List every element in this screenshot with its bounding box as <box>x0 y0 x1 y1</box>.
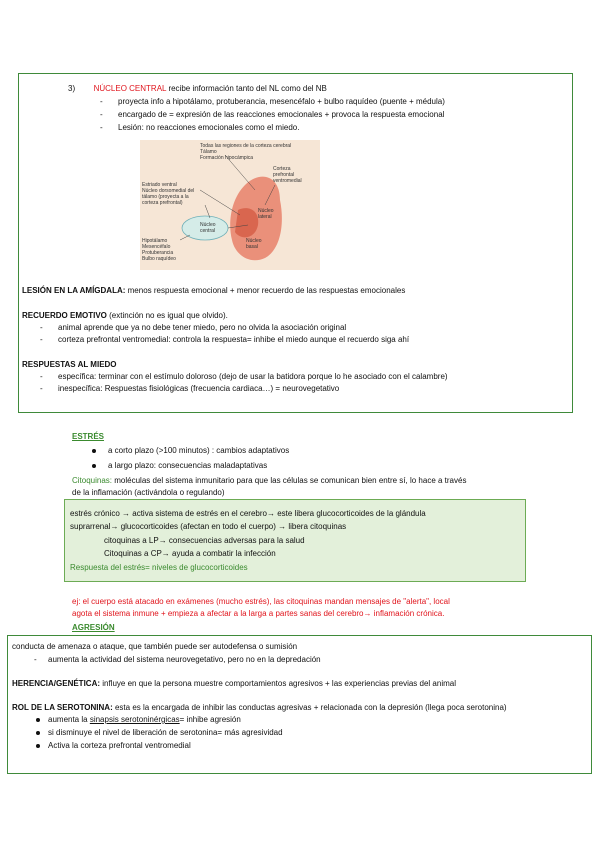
section3-heading <box>68 84 327 94</box>
herencia-text: influye en que la persona muestre comportamientos agresivos + las experiencias previas del animal <box>102 679 456 688</box>
serotonina-bullet <box>48 715 241 725</box>
estres-bullet: a largo plazo: consecuencias maladaptativas <box>108 461 268 470</box>
dash-marker: - <box>40 372 43 381</box>
diagram-label: prefrontal <box>273 172 295 178</box>
agresion-dash: aumenta la actividad del sistema neurovegetativo, pero no en la depredación <box>48 655 321 664</box>
amygdala-text: menos respuesta emocional + menor recuerdo de las respuestas emocionales <box>127 286 406 295</box>
diagram-label: Corteza <box>273 166 291 172</box>
amygdala-diagram <box>140 140 320 270</box>
serotonina-text: esta es la encargada de inhibir las conductas agresivas + relacionada con la depresión (llega poca serotonina) <box>114 703 507 712</box>
section3-item: encargado de = expresión de las reacciones emocionales + provoca la respuesta emocional <box>118 110 445 119</box>
greenbox-line: Citoquinas a CP→ ayuda a combatir la infección <box>104 549 276 558</box>
dash-marker: - <box>40 384 43 393</box>
diagram-label: Núcleo <box>246 238 262 244</box>
bullet-text: = inhibe agresión <box>179 715 241 724</box>
dash-marker: - <box>100 97 103 106</box>
estres-title: ESTRÉS <box>72 432 105 441</box>
herencia-line <box>12 679 456 689</box>
diagram-label: Núcleo dorsomedial del <box>142 188 195 194</box>
dash-marker: - <box>34 655 37 664</box>
serotonina-label: ROL DE LA SEROTONINA: <box>12 703 113 712</box>
dash-marker: - <box>40 335 43 344</box>
recuerdo-item: animal aprende que ya no debe tener miedo, pero no olvida la asociación original <box>58 323 347 332</box>
diagram-label: Hipotálamo <box>142 238 168 244</box>
respuestas-item: específica: terminar con el estímulo doloroso (dejo de usar la batidora porque lo he asociado con el calambre) <box>58 372 448 381</box>
diagram-label: Tálamo <box>200 149 217 155</box>
amygdala-lesion <box>22 286 405 296</box>
dash-marker: - <box>100 123 103 132</box>
section3-number: 3) <box>68 84 76 93</box>
recuerdo-title: RECUERDO EMOTIVO <box>22 311 107 320</box>
bullet-text: aumenta la <box>48 715 88 724</box>
diagram-label: Mesencéfalo <box>142 244 171 250</box>
bullet-dot <box>92 464 96 468</box>
diagram-label: corteza prefrontal) <box>142 200 183 206</box>
citoquinas-def <box>72 476 466 486</box>
diagram-label: Bulbo raquídeo <box>142 256 176 262</box>
citoquinas-text: moléculas del sistema inmunitario para que las células se comunican bien entre sí, lo hace a través <box>114 476 467 485</box>
recuerdo-subtitle: (extinción no es igual que olvido). <box>109 311 228 320</box>
dash-marker: - <box>40 323 43 332</box>
serotonina-line <box>12 703 507 713</box>
respuestas-item: inespecífica: Respuestas fisiológicas (frecuencia cardiaca…) = neurovegetativo <box>58 384 340 393</box>
citoquinas-text-2: de la inflamación (activándola o regulando) <box>72 488 225 497</box>
sinapsis-underlined: sinapsis serotoninérgicas <box>89 715 180 724</box>
agresion-def: conducta de amenaza o ataque, que también puede ser autodefensa o sumisión <box>12 642 298 651</box>
bullet-dot <box>36 744 40 748</box>
herencia-label: HERENCIA/GENÉTICA: <box>12 679 101 688</box>
diagram-label: Estriado ventral <box>142 182 177 188</box>
estres-bullet: a corto plazo (>100 minutos) : cambios adaptativos <box>108 446 290 455</box>
diagram-label: lateral <box>258 214 272 220</box>
section3-item: Lesión: no reacciones emocionales como el miedo. <box>118 123 300 132</box>
diagram-label: Formación hipocámpica <box>200 155 254 161</box>
diagram-label: tálamo (proyecta a la <box>142 194 189 200</box>
diagram-label: ventromedial <box>273 178 302 184</box>
greenbox-line: estrés crónico → activa sistema de estrés en el cerebro→ este libera glucocorticoides de la glándula <box>70 509 426 518</box>
diagram-label: Todas las regiones de la corteza cerebral <box>200 143 292 149</box>
agresion-title: AGRESIÓN <box>72 623 115 632</box>
diagram-label: Protuberancia <box>142 250 174 256</box>
example-line: ej: el cuerpo está atacado en exámenes (mucho estrés), las citoquinas mandan mensajes de "alerta", local <box>72 597 450 606</box>
recuerdo-heading <box>22 311 228 321</box>
bullet-dot <box>36 718 40 722</box>
section3-item: proyecta info a hipotálamo, protuberancia, mesencéfalo + bulbo raquídeo (puente + médula) <box>118 97 445 106</box>
section3-intro: recibe información tanto del NL como del NB <box>168 84 327 93</box>
serotonina-bullet: Activa la corteza prefrontal ventromedial <box>48 741 191 750</box>
dash-marker: - <box>100 110 103 119</box>
diagram-label: Núcleo <box>200 222 216 228</box>
serotonina-bullet: si disminuye el nivel de liberación de serotonina= más agresividad <box>48 728 283 737</box>
citoquinas-label: Citoquinas: <box>72 476 113 485</box>
example-line: agota el sistema inmune + empieza a afectar a la larga a partes sanas del cerebro→ inflamación crónica. <box>72 609 445 618</box>
recuerdo-item: corteza prefrontal ventromedial: controla la respuesta= inhibe el miedo aunque el recuerdo siga ahí <box>58 335 410 344</box>
diagram-label: Núcleo <box>258 208 274 214</box>
greenbox-line: suprarrenal→ glucocorticoides (afectan en todo el cuerpo) → libera citoquinas <box>70 522 347 531</box>
greenbox-line: citoquinas a LP→ consecuencias adversas para la salud <box>104 536 305 545</box>
greenbox-line: Respuesta del estrés= niveles de glucocorticoides <box>70 563 248 572</box>
amygdala-label: LESIÓN EN LA AMÍGDALA: <box>22 286 126 295</box>
bullet-dot <box>92 449 96 453</box>
section3-title: NÚCLEO CENTRAL <box>93 84 167 93</box>
respuestas-title: RESPUESTAS AL MIEDO <box>22 360 117 369</box>
diagram-label: basal <box>246 244 258 250</box>
diagram-label: central <box>200 228 216 234</box>
bullet-dot <box>36 731 40 735</box>
